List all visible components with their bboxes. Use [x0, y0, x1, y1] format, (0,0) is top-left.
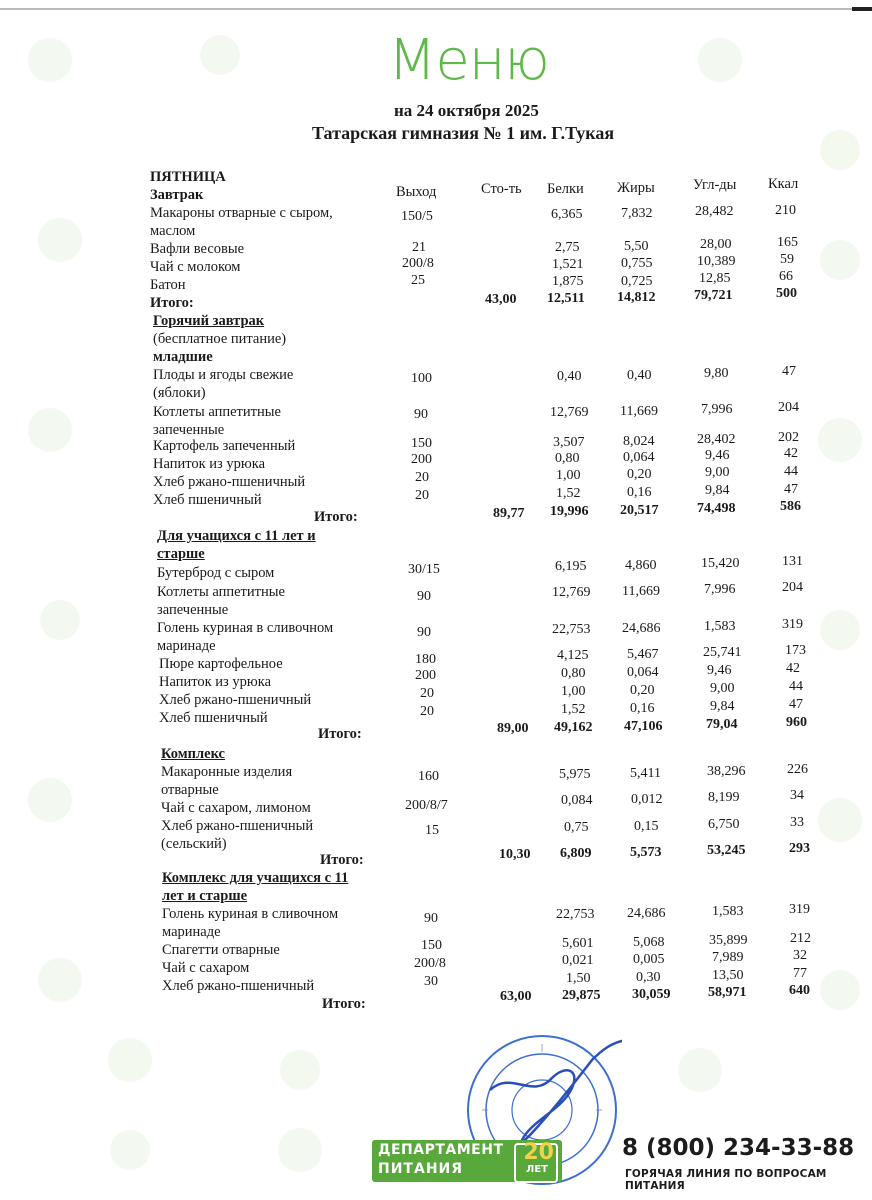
- col-protein: Белки: [547, 181, 584, 197]
- dish-name: (яблоки): [153, 385, 206, 401]
- dish-fat: 0,16: [627, 485, 652, 500]
- col-fat: Жиры: [617, 180, 655, 196]
- dish-name: запеченные: [157, 602, 229, 618]
- dish-protein: 1,00: [561, 684, 586, 699]
- dish-protein: 0,084: [561, 793, 593, 808]
- total-carbs: 74,498: [697, 501, 736, 516]
- dish-protein: 1,00: [556, 468, 581, 483]
- dish-fat: 0,40: [627, 368, 652, 383]
- dish-output: 20: [415, 488, 429, 503]
- total-protein: 12,511: [547, 291, 585, 306]
- dish-protein: 5,975: [559, 767, 591, 782]
- logo-line1: ДЕПАРТАМЕНТ: [378, 1142, 504, 1158]
- dish-fat: 0,30: [636, 970, 661, 985]
- dish-protein: 0,75: [564, 820, 589, 835]
- dish-output: 200/8/7: [405, 798, 448, 813]
- dish-kcal: 44: [789, 679, 803, 694]
- hotline-phone: 8 (800) 234-33-88: [622, 1135, 855, 1161]
- dish-protein: 1,50: [566, 971, 591, 986]
- dish-kcal: 202: [778, 430, 799, 445]
- total-label: Итого:: [320, 852, 364, 868]
- dish-protein: 12,769: [550, 405, 589, 420]
- dish-protein: 0,80: [555, 451, 580, 466]
- dish-carbs: 9,00: [710, 681, 735, 696]
- dish-fat: 5,50: [624, 239, 649, 254]
- dish-protein: 22,753: [556, 907, 595, 922]
- dish-name: запеченные: [153, 422, 225, 438]
- section-title-older-line2: старше: [157, 546, 205, 562]
- dish-carbs: 15,420: [701, 556, 740, 571]
- dish-fat: 5,467: [627, 647, 659, 662]
- dish-carbs: 28,402: [697, 432, 736, 447]
- dish-kcal: 47: [784, 482, 798, 497]
- dish-name: Котлеты аппетитные: [153, 404, 281, 420]
- dish-carbs: 6,750: [708, 817, 740, 832]
- dish-carbs: 9,46: [705, 448, 730, 463]
- total-carbs: 79,721: [694, 288, 733, 303]
- dish-name: Чай с молоком: [150, 259, 241, 275]
- total-label: Итого:: [314, 509, 358, 525]
- dish-carbs: 25,741: [703, 645, 742, 660]
- dish-output: 25: [411, 273, 425, 288]
- dish-kcal: 32: [793, 948, 807, 963]
- dish-kcal: 204: [782, 580, 803, 595]
- dish-name: маринаде: [162, 924, 221, 940]
- dish-carbs: 7,996: [704, 582, 736, 597]
- dish-name: Напиток из урюка: [153, 456, 266, 472]
- dish-fat: 0,20: [630, 683, 655, 698]
- dish-protein: 22,753: [552, 622, 591, 637]
- total-kcal: 640: [789, 983, 810, 998]
- dish-protein: 6,195: [555, 559, 587, 574]
- dish-name: Голень куриная в сливочном: [157, 620, 334, 636]
- section-subtitle: (бесплатное питание): [153, 331, 287, 347]
- dish-kcal: 319: [782, 617, 803, 632]
- logo-line2: ПИТАНИЯ: [378, 1161, 464, 1177]
- total-fat: 47,106: [624, 719, 663, 734]
- section-title-complex-older: Комплекс для учащихся с 11: [162, 870, 349, 886]
- dish-name: Плоды и ягоды свежие: [153, 367, 294, 383]
- dish-name: Пюре картофельное: [159, 656, 283, 672]
- scan-edge-line: [0, 8, 872, 10]
- dish-kcal: 44: [784, 464, 798, 479]
- dish-kcal: 66: [779, 269, 793, 284]
- dish-fat: 0,20: [627, 467, 652, 482]
- dish-protein: 0,021: [562, 953, 594, 968]
- dish-kcal: 77: [793, 966, 807, 981]
- dish-carbs: 9,84: [710, 699, 735, 714]
- dish-kcal: 319: [789, 902, 810, 917]
- dish-output: 150/5: [401, 209, 433, 224]
- section-title-complex: Комплекс: [161, 746, 225, 762]
- dish-kcal: 131: [782, 554, 803, 569]
- dish-carbs: 35,899: [709, 933, 748, 948]
- scan-edge-mark: [852, 7, 872, 11]
- total-kcal: 500: [776, 286, 797, 301]
- menu-date: на 24 октября 2025: [394, 101, 539, 120]
- dish-name: Хлеб ржано-пшеничный: [153, 474, 306, 490]
- dish-carbs: 1,583: [712, 904, 744, 919]
- dish-name: Хлеб пшеничный: [159, 710, 268, 726]
- dish-protein: 2,75: [555, 240, 580, 255]
- dish-name: Хлеб ржано-пшеничный: [161, 818, 314, 834]
- total-fat: 30,059: [632, 987, 671, 1002]
- total-carbs: 58,971: [708, 985, 747, 1000]
- dish-carbs: 9,46: [707, 663, 732, 678]
- dish-kcal: 47: [782, 364, 796, 379]
- dish-kcal: 212: [790, 931, 811, 946]
- dish-name: Картофель запеченный: [153, 438, 296, 454]
- dish-fat: 0,005: [633, 952, 665, 967]
- dish-name: Хлеб ржано-пшеничный: [159, 692, 312, 708]
- dish-carbs: 9,84: [705, 483, 730, 498]
- dish-fat: 0,16: [630, 701, 655, 716]
- dish-output: 100: [411, 371, 432, 386]
- dish-output: 90: [414, 407, 428, 422]
- dish-carbs: 38,296: [707, 764, 746, 779]
- dish-name: Напиток из урюка: [159, 674, 272, 690]
- dish-name: Вафли весовые: [150, 241, 245, 257]
- dish-output: 90: [417, 625, 431, 640]
- dish-name: Макароны отварные с сыром,: [150, 205, 333, 221]
- dish-carbs: 28,00: [700, 237, 732, 252]
- total-cost: 89,77: [493, 506, 525, 521]
- section-title-older: Для учащихся с 11 лет и: [157, 528, 316, 544]
- dish-output: 150: [421, 938, 442, 953]
- dish-protein: 0,80: [561, 666, 586, 681]
- total-carbs: 79,04: [706, 717, 738, 732]
- dish-output: 30: [424, 974, 438, 989]
- dish-name: Голень куриная в сливочном: [162, 906, 339, 922]
- logo-years-label: ЛЕТ: [526, 1164, 548, 1175]
- total-cost: 89,00: [497, 721, 529, 736]
- dish-name: маслом: [150, 223, 196, 239]
- dish-fat: 5,068: [633, 935, 665, 950]
- school-name: Татарская гимназия № 1 им. Г.Тукая: [312, 123, 615, 143]
- dish-output: 20: [415, 470, 429, 485]
- dish-protein: 1,521: [552, 257, 584, 272]
- dish-carbs: 28,482: [695, 204, 734, 219]
- dish-fat: 24,686: [627, 906, 666, 921]
- total-kcal: 293: [789, 841, 810, 856]
- col-output: Выход: [396, 184, 437, 200]
- dish-fat: 0,012: [631, 792, 663, 807]
- dish-carbs: 10,389: [697, 254, 736, 269]
- dish-output: 30/15: [408, 562, 440, 577]
- dish-output: 180: [415, 652, 436, 667]
- dish-output: 150: [411, 436, 432, 451]
- dish-name: Батон: [150, 277, 186, 293]
- dish-protein: 1,52: [556, 486, 581, 501]
- total-protein: 6,809: [560, 846, 592, 861]
- total-cost: 63,00: [500, 989, 532, 1004]
- dish-kcal: 226: [787, 762, 808, 777]
- dish-kcal: 210: [775, 203, 796, 218]
- total-label: Итого:: [322, 996, 366, 1012]
- dish-kcal: 33: [790, 815, 804, 830]
- dish-output: 200/8: [414, 956, 446, 971]
- dish-protein: 12,769: [552, 585, 591, 600]
- dish-output: 15: [425, 823, 439, 838]
- dish-protein: 4,125: [557, 648, 589, 663]
- age-group: младшие: [153, 349, 213, 365]
- col-kcal: Ккал: [768, 176, 799, 192]
- dish-output: 160: [418, 769, 439, 784]
- page-title: Меню: [388, 28, 549, 93]
- dish-output: 20: [420, 686, 434, 701]
- dish-protein: 6,365: [551, 207, 583, 222]
- dish-output: 21: [412, 240, 426, 255]
- dish-kcal: 59: [780, 252, 794, 267]
- total-protein: 29,875: [562, 988, 601, 1003]
- dish-output: 20: [420, 704, 434, 719]
- dish-name: Бутерброд с сыром: [157, 565, 275, 581]
- dish-fat: 0,755: [621, 256, 653, 271]
- dish-fat: 24,686: [622, 621, 661, 636]
- total-label: Итого:: [150, 295, 194, 311]
- dish-carbs: 8,199: [708, 790, 740, 805]
- dish-output: 200: [411, 452, 432, 467]
- hotline-caption: ГОРЯЧАЯ ЛИНИЯ ПО ВОПРОСАМ ПИТАНИЯ: [625, 1168, 827, 1192]
- dish-carbs: 7,996: [701, 402, 733, 417]
- dish-name: Макаронные изделия: [161, 764, 293, 780]
- total-protein: 49,162: [554, 720, 593, 735]
- total-label: Итого:: [318, 726, 362, 742]
- total-fat: 20,517: [620, 503, 659, 518]
- dish-carbs: 1,583: [704, 619, 736, 634]
- dish-carbs: 9,00: [705, 465, 730, 480]
- dish-name: (сельский): [161, 836, 227, 852]
- dish-name: Спагетти отварные: [162, 942, 280, 958]
- total-fat: 5,573: [630, 845, 662, 860]
- dish-name: Чай с сахаром: [162, 960, 250, 976]
- section-title-breakfast: Завтрак: [150, 187, 204, 203]
- dish-fat: 7,832: [621, 206, 653, 221]
- dish-protein: 1,52: [561, 702, 586, 717]
- dish-fat: 0,15: [634, 819, 659, 834]
- dish-kcal: 47: [789, 697, 803, 712]
- dish-name: Хлеб ржано-пшеничный: [162, 978, 315, 994]
- dish-kcal: 204: [778, 400, 799, 415]
- total-kcal: 586: [780, 499, 801, 514]
- total-carbs: 53,245: [707, 843, 746, 858]
- dish-carbs: 9,80: [704, 366, 729, 381]
- dish-carbs: 7,989: [712, 950, 744, 965]
- dish-fat: 0,725: [621, 274, 653, 289]
- dish-carbs: 13,50: [712, 968, 744, 983]
- dish-fat: 11,669: [622, 584, 660, 599]
- logo-years: 20: [523, 1140, 554, 1165]
- dish-kcal: 173: [785, 643, 806, 658]
- department-logo: [372, 1140, 562, 1182]
- col-carbs: Угл-ды: [693, 177, 737, 193]
- total-cost: 43,00: [485, 292, 517, 307]
- dish-output: 90: [417, 589, 431, 604]
- dish-name: Хлеб пшеничный: [153, 492, 262, 508]
- dish-protein: 0,40: [557, 369, 582, 384]
- dish-kcal: 165: [777, 235, 798, 250]
- section-title-complex-older-line2: лет и старше: [162, 888, 248, 904]
- dish-protein: 3,507: [553, 435, 585, 450]
- dish-name: Чай с сахаром, лимоном: [161, 800, 311, 816]
- dish-fat: 11,669: [620, 404, 658, 419]
- dish-name: Котлеты аппетитные: [157, 584, 285, 600]
- dish-fat: 5,411: [630, 766, 661, 781]
- dish-output: 200/8: [402, 256, 434, 271]
- dish-fat: 0,064: [627, 665, 659, 680]
- dish-kcal: 42: [786, 661, 800, 676]
- dish-carbs: 12,85: [699, 271, 731, 286]
- total-fat: 14,812: [617, 290, 656, 305]
- dish-name: отварные: [161, 782, 219, 798]
- dish-fat: 4,860: [625, 558, 657, 573]
- dish-fat: 0,064: [623, 450, 655, 465]
- day-of-week: ПЯТНИЦА: [150, 169, 226, 185]
- dish-kcal: 42: [784, 446, 798, 461]
- dish-name: маринаде: [157, 638, 216, 654]
- dish-fat: 8,024: [623, 434, 655, 449]
- dish-protein: 1,875: [552, 274, 584, 289]
- total-protein: 19,996: [550, 504, 589, 519]
- total-cost: 10,30: [499, 847, 531, 862]
- total-kcal: 960: [786, 715, 807, 730]
- dish-protein: 5,601: [562, 936, 594, 951]
- section-title-hot: Горячий завтрак: [153, 313, 265, 329]
- col-cost: Сто-ть: [481, 181, 522, 197]
- dish-kcal: 34: [790, 788, 804, 803]
- dish-output: 200: [415, 668, 436, 683]
- dish-output: 90: [424, 911, 438, 926]
